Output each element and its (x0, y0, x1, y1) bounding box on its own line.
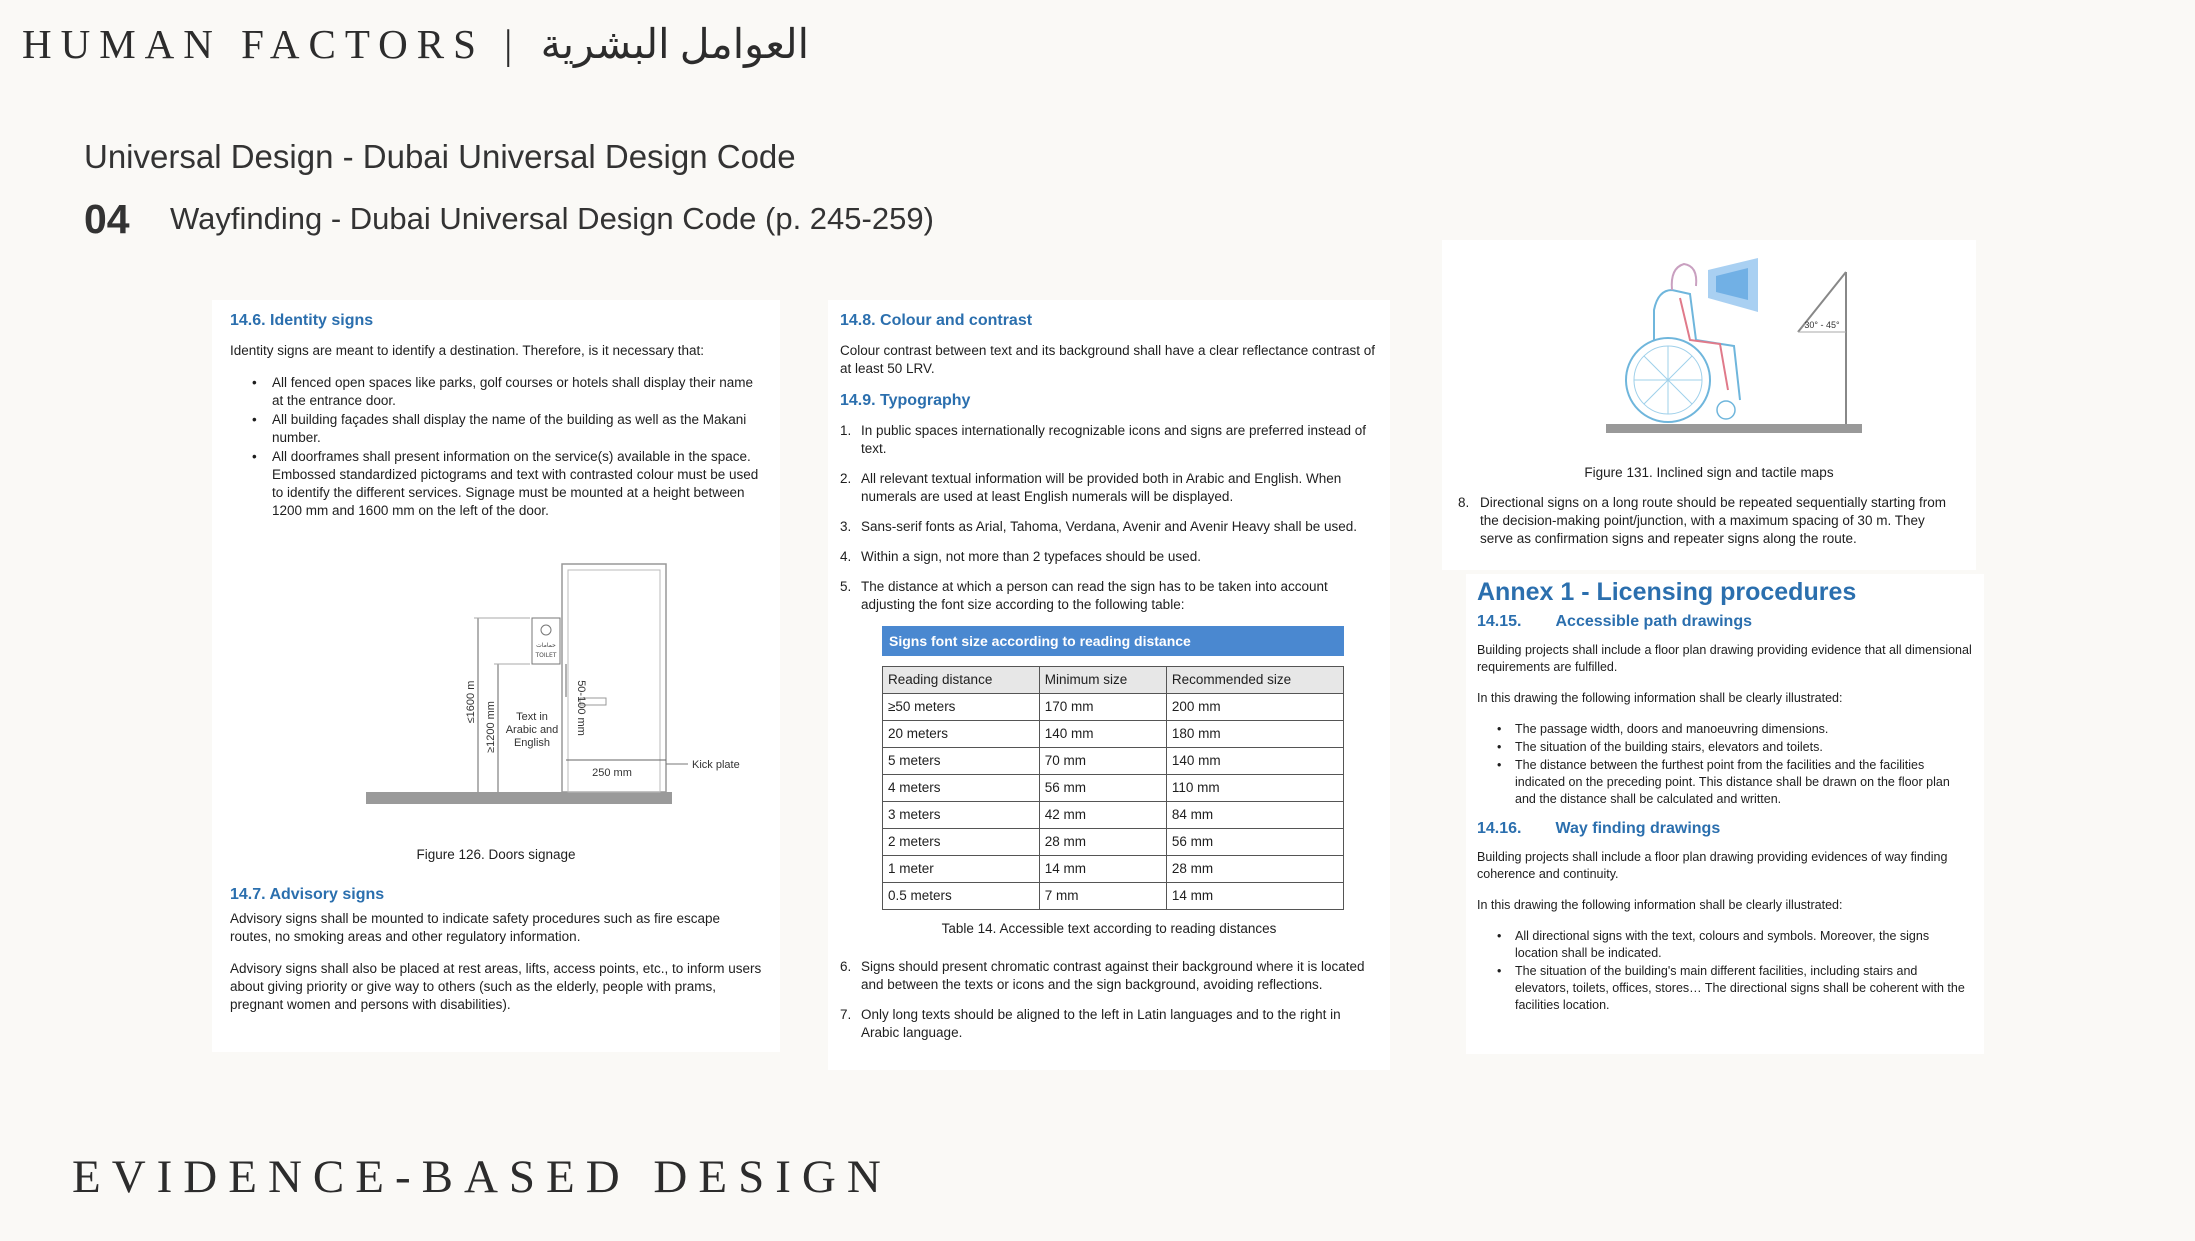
table-cell: 14 mm (1166, 883, 1343, 910)
height-1200-label: ≥1200 mm (485, 701, 497, 753)
table-header: Minimum size (1039, 667, 1166, 694)
text-label-line3: English (513, 737, 551, 749)
list-item: • The distance between the furthest point from the facilities and the facilities indicated on the preceding point. This distance shall be drawn on the floor plan and the distance shall be calculated and written. (1477, 757, 1974, 808)
table-cell: 70 mm (1039, 748, 1166, 775)
accessible-path-bullets (1477, 721, 1974, 808)
table-cell: 28 mm (1039, 829, 1166, 856)
typography-list-continued (840, 958, 1378, 1042)
advisory-paragraph-2: Advisory signs shall also be placed at rest areas, lifts, access points, etc., to inform users about giving priority or give way to others (such as the elderly, people with prams, pregnant women and persons with disabilities). (230, 961, 762, 1012)
way-finding-heading: 14.16. Way finding drawings (1477, 820, 1721, 837)
table-cell: 140 mm (1166, 748, 1343, 775)
list-item: • All building façades shall display the name of the building as well as the Makani number. (230, 411, 762, 447)
table-14-caption: Table 14. Accessible text according to reading distances (941, 921, 1277, 936)
table-row (883, 721, 1344, 748)
list-item: 7. Only long texts should be aligned to the left in Latin languages and to the right in Arabic language. (840, 1007, 1341, 1040)
table-cell: 2 meters (883, 829, 1040, 856)
accessible-path-paragraph-2: In this drawing the following information shall be clearly illustrated: (1477, 691, 1843, 705)
list-item: 8. Directional signs on a long route should be repeated sequentially starting from the decision-making point/junction, with a maximum spacing of 30 m. They serve as confirmation signs and repeater signs along the route. (1458, 495, 1947, 546)
identity-heading: 14.6. Identity signs (230, 312, 374, 329)
list-item: • All doorframes shall present information on the service(s) available in the space. Embossed standardized pictograms and text with contrasted colour must be used to identify the different services. Signage must be mounted at a height between 1200 mm and 1600 mm on the left of the door. (230, 448, 762, 520)
table-cell: 14 mm (1039, 856, 1166, 883)
advisory-paragraph-1: Advisory signs shall be mounted to indicate safety procedures such as fire escape routes, no smoking areas and other regulatory information. (230, 911, 721, 944)
colour-contrast-heading: 14.8. Colour and contrast (840, 312, 1033, 329)
table-header: Recommended size (1166, 667, 1343, 694)
section-title: Wayfinding - Dubai Universal Design Code (p. 245-259) (170, 201, 934, 236)
identity-bullets (230, 374, 762, 520)
table-cell: 20 meters (883, 721, 1040, 748)
advisory-heading: 14.7. Advisory signs (230, 886, 385, 903)
table-row (883, 802, 1344, 829)
doors-signage-figure (230, 532, 762, 832)
sign-toilet-label: TOILET (535, 652, 557, 659)
inclined-sign-figure (1458, 240, 1958, 450)
table-cell: 3 meters (883, 802, 1040, 829)
way-finding-bullets (1477, 928, 1974, 1014)
table-cell: 180 mm (1166, 721, 1343, 748)
typography-heading: 14.9. Typography (840, 392, 971, 409)
list-item: 5. The distance at which a person can read the sign has to be taken into account adjusting the font size according to the following table: (840, 579, 1328, 612)
table-cell: 7 mm (1039, 883, 1166, 910)
table-cell: 140 mm (1039, 721, 1166, 748)
table-row (883, 748, 1344, 775)
list-item: • The passage width, doors and manoeuvring dimensions. (1477, 721, 1974, 738)
table-cell: ≥50 meters (883, 694, 1040, 721)
table-cell: 42 mm (1039, 802, 1166, 829)
width-250-label: 250 mm (592, 767, 632, 779)
sign-arabic-label: حمامات (536, 642, 556, 649)
way-finding-paragraph-1: Building projects shall include a floor plan drawing providing evidences of way finding coherence and continuity. (1477, 850, 1948, 881)
table-row (883, 829, 1344, 856)
list-item: 4. Within a sign, not more than 2 typefaces should be used. (840, 549, 1201, 564)
annex-panel (1466, 574, 1984, 1054)
table-cell: 28 mm (1166, 856, 1343, 883)
offset-50-100-label: 50-100 mm (575, 680, 587, 736)
list-item: • The situation of the building stairs, elevators and toilets. (1477, 739, 1974, 756)
annex-title: Annex 1 - Licensing procedures (1477, 578, 1857, 606)
list-item: 2. All relevant textual information will be provided both in Arabic and English. When numerals are used at least English numerals will be displayed. (840, 471, 1342, 504)
font-size-table (882, 666, 1344, 910)
table-cell: 200 mm (1166, 694, 1343, 721)
list-item: • The situation of the building's main different facilities, including stairs and elevators, toilets, offices, stores… The directional signs shall be coherent with the facilities location. (1477, 963, 1974, 1014)
table-cell: 5 meters (883, 748, 1040, 775)
font-table-title: Signs font size according to reading distance (882, 626, 1344, 656)
text-label-line2: Arabic and (505, 724, 559, 736)
angle-label: 30° - 45° (1804, 320, 1840, 330)
kick-plate-label: Kick plate (692, 759, 740, 771)
text-label-line1: Text in (516, 711, 548, 723)
table-header: Reading distance (883, 667, 1040, 694)
table-cell: 56 mm (1166, 829, 1343, 856)
list-item: • All fenced open spaces like parks, golf courses or hotels shall display their name at the entrance door. (230, 374, 762, 410)
table-cell: 84 mm (1166, 802, 1343, 829)
table-row (883, 694, 1344, 721)
table-cell: 56 mm (1039, 775, 1166, 802)
figure-126-caption: Figure 126. Doors signage (416, 847, 576, 862)
inclined-sign-panel (1442, 240, 1976, 570)
table-cell: 4 meters (883, 775, 1040, 802)
identity-intro: Identity signs are meant to identify a destination. Therefore, is it necessary that: (230, 343, 705, 358)
section-number: 04 (84, 196, 130, 242)
footer-brand: EVIDENCE-BASED DESIGN (72, 1151, 892, 1203)
accessible-path-paragraph-1: Building projects shall include a floor plan drawing providing evidence that all dimensional requirements are fulfilled. (1477, 643, 1972, 674)
figure-131-caption: Figure 131. Inclined sign and tactile maps (1584, 465, 1834, 480)
table-row (883, 775, 1344, 802)
colour-contrast-text: Colour contrast between text and its background shall have a clear reflectance contrast of at least 50 LRV. (840, 343, 1376, 376)
list-item: 6. Signs should present chromatic contrast against their background where it is located and between the texts or icons and the sign background, avoiding reflections. (840, 959, 1365, 992)
list-item: 3. Sans-serif fonts as Arial, Tahoma, Verdana, Avenir and Avenir Heavy shall be used. (840, 519, 1358, 534)
list-item: 1. In public spaces internationally recognizable icons and signs are preferred instead of text. (840, 423, 1367, 456)
table-cell: 0.5 meters (883, 883, 1040, 910)
brand-title: HUMAN FACTORS | العوامل البشرية (22, 21, 809, 67)
table-cell: 110 mm (1166, 775, 1343, 802)
list-item: • All directional signs with the text, colours and symbols. Moreover, the signs location shall be indicated. (1477, 928, 1974, 962)
page-subtitle: Universal Design - Dubai Universal Design Code (84, 138, 796, 175)
height-1600-label: ≤1600 m (465, 680, 477, 724)
identity-signs-panel (212, 300, 780, 1052)
table-row (883, 856, 1344, 883)
accessible-path-heading: 14.15. Accessible path drawings (1477, 613, 1752, 630)
table-header-row (883, 667, 1344, 694)
directional-list (1458, 494, 1960, 548)
typography-list (840, 422, 1378, 614)
table-cell: 1 meter (883, 856, 1040, 883)
table-cell: 170 mm (1039, 694, 1166, 721)
way-finding-paragraph-2: In this drawing the following information shall be clearly illustrated: (1477, 898, 1843, 912)
table-row (883, 883, 1344, 910)
typography-panel (828, 300, 1390, 1070)
